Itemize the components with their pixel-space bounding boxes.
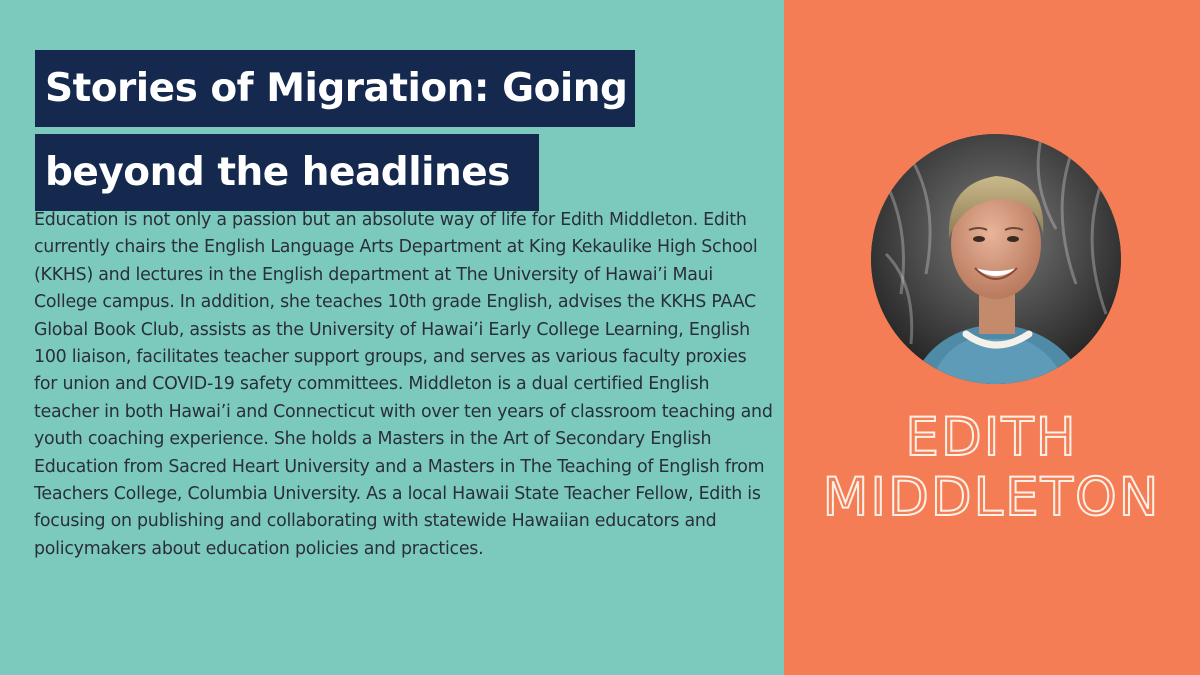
speaker-first-name: EDITH	[905, 407, 1078, 468]
speaker-name	[800, 408, 1183, 528]
portrait-photo	[871, 134, 1121, 384]
speaker-portrait	[871, 134, 1121, 384]
speaker-bio: Education is not only a passion but an absolute way of life for Edith Middleton. Edith currently chairs the English Language Arts Department at King Kekaulike High School (KKHS) and lectures in the English department at The University of Hawai’i Maui College campus. In addition, she teaches 10th grade English, advises the KKHS PAAC Global Book Club, assists as the University of Hawai’i Early College Learning, English 100 liaison, facilitates teacher support groups, and serves as various faculty proxies for union and COVID-19 safety committees. Middleton is a dual certified English teacher in both Hawai’i and Connecticut with over ten years of classroom teaching and youth coaching experience. She holds a Masters in the Art of Secondary English Education from Sacred Heart University and a Masters in The Teaching of English from Teachers College, Columbia University. As a local Hawaii State Teacher Fellow, Edith is focusing on publishing and collaborating with statewide Hawaiian educators and policymakers about education policies and practices.	[34, 210, 773, 559]
title-line-1: Stories of Migration: Going	[35, 50, 635, 127]
speaker-last-name: MIDDLETON	[822, 467, 1161, 528]
title-line-2: beyond the headlines	[35, 134, 539, 211]
